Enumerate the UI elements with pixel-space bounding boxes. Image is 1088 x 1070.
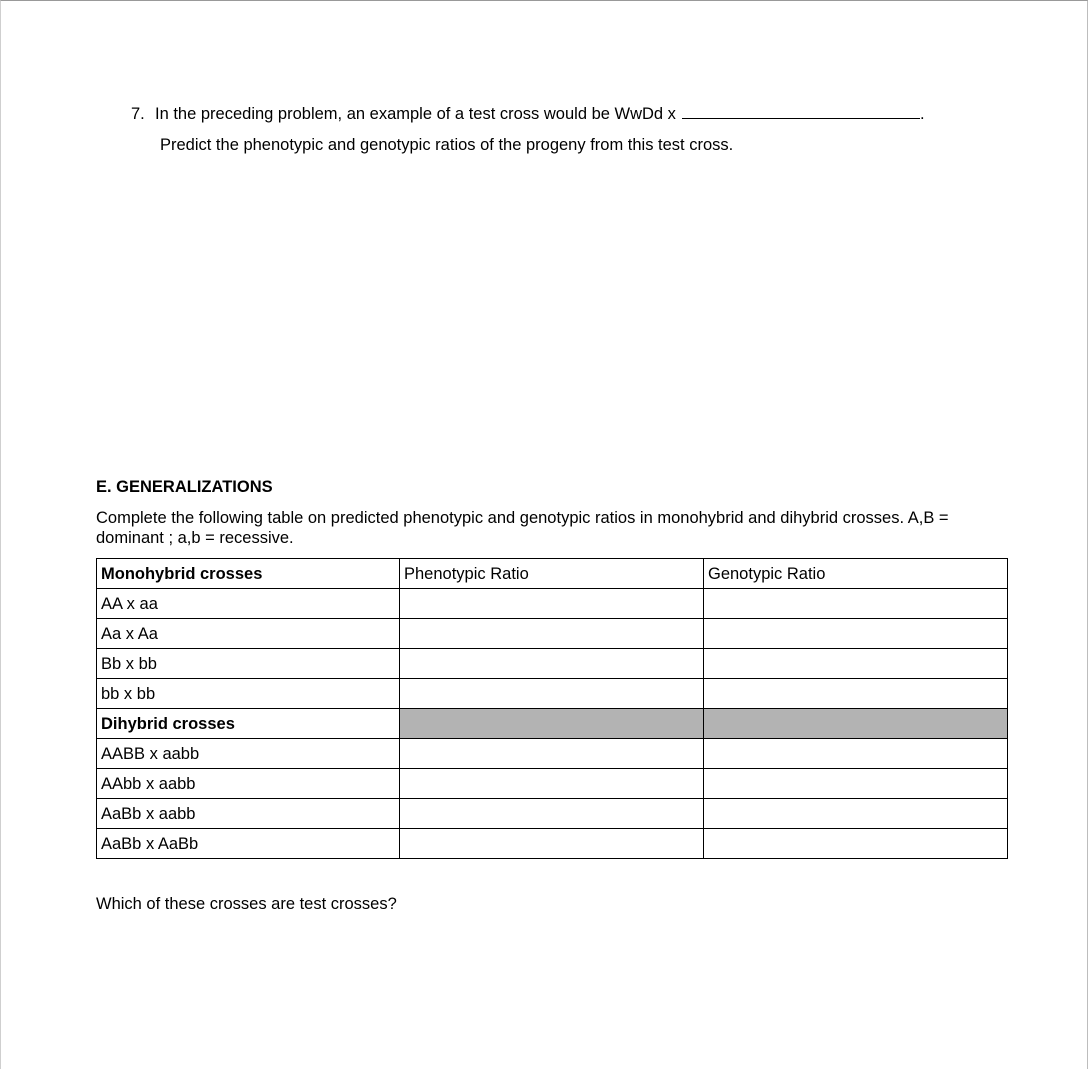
cross-label: Aa x Aa [97,619,400,649]
genotypic-ratio-cell[interactable] [704,619,1008,649]
table-header-row [97,559,1008,589]
header-genotypic-ratio: Genotypic Ratio [704,559,1008,589]
header-monohybrid: Monohybrid crosses [97,559,400,589]
table-row [97,769,1008,799]
table-row [97,619,1008,649]
question-end-punct: . [919,105,925,123]
question-7-subtext: Predict the phenotypic and genotypic ratios of the progeny from this test cross. [160,136,734,154]
genotypic-ratio-cell[interactable] [704,739,1008,769]
cross-label: Bb x bb [97,649,400,679]
phenotypic-ratio-cell[interactable] [400,679,704,709]
dihybrid-header-row [97,709,1008,739]
cross-label: AaBb x aabb [97,799,400,829]
cross-label: AA x aa [97,589,400,619]
section-instructions: Complete the following table on predicted phenotypic and genotypic ratios in monohybrid and dihybrid crosses. A,B = dominant ; a,b = recessive. [96,509,949,547]
phenotypic-ratio-cell[interactable] [400,619,704,649]
genotypic-ratio-cell[interactable] [704,799,1008,829]
phenotypic-ratio-cell[interactable] [400,769,704,799]
question-7 [131,104,925,124]
dihybrid-label: Dihybrid crosses [97,709,400,739]
header-phenotypic-ratio: Phenotypic Ratio [400,559,704,589]
table-row [97,799,1008,829]
section-heading: E. GENERALIZATIONS [96,478,273,496]
table-row [97,679,1008,709]
shaded-cell [400,709,704,739]
genotypic-ratio-cell[interactable] [704,829,1008,859]
genotypic-ratio-cell[interactable] [704,649,1008,679]
answer-blank[interactable] [682,104,920,119]
question-text: In the preceding problem, an example of a test cross would be WwDd x [155,105,676,123]
phenotypic-ratio-cell[interactable] [400,829,704,859]
phenotypic-ratio-cell[interactable] [400,799,704,829]
shaded-cell [704,709,1008,739]
table-row [97,739,1008,769]
table-row [97,589,1008,619]
question-number: 7. [131,105,145,123]
table-row [97,829,1008,859]
phenotypic-ratio-cell[interactable] [400,589,704,619]
phenotypic-ratio-cell[interactable] [400,649,704,679]
cross-label: AaBb x AaBb [97,829,400,859]
cross-label: AAbb x aabb [97,769,400,799]
cross-label: bb x bb [97,679,400,709]
ratio-table [96,558,1008,859]
table-row [97,649,1008,679]
genotypic-ratio-cell[interactable] [704,679,1008,709]
genotypic-ratio-cell[interactable] [704,589,1008,619]
cross-label: AABB x aabb [97,739,400,769]
genotypic-ratio-cell[interactable] [704,769,1008,799]
final-question: Which of these crosses are test crosses? [96,895,397,913]
phenotypic-ratio-cell[interactable] [400,739,704,769]
